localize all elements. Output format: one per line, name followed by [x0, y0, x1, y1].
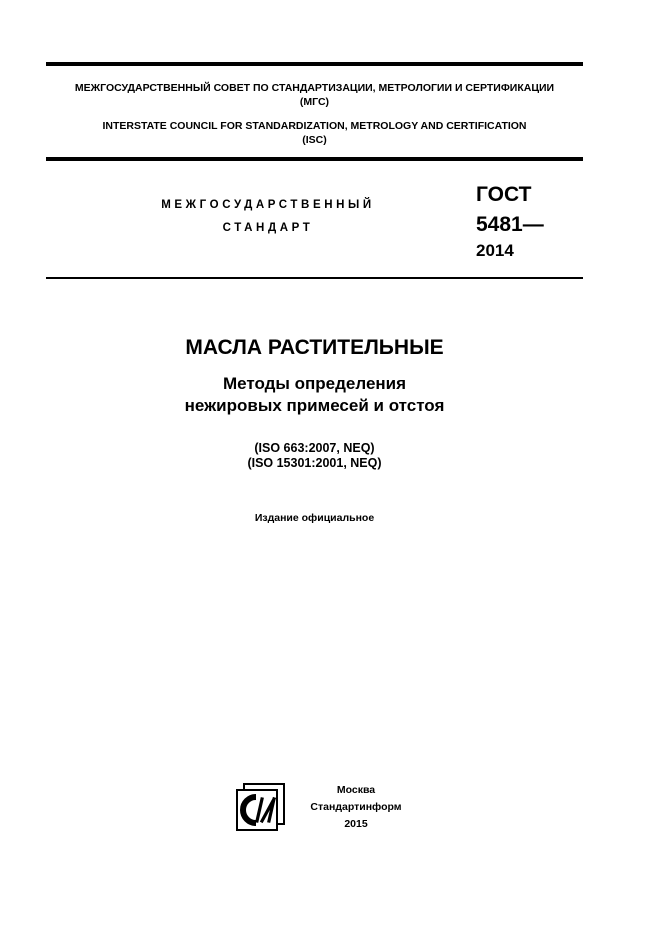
publisher-city: Москва	[336, 784, 376, 796]
council-abbr-en: (ISC)	[302, 134, 327, 146]
publisher-name: Стандартинформ	[310, 801, 402, 813]
document-subtitle-line2: нежировых примесей и отстоя	[184, 396, 445, 415]
council-abbr-ru: (МГС)	[299, 96, 330, 108]
standartinform-logo-icon	[235, 783, 287, 831]
standard-type-label-line2: СТАНДАРТ	[222, 222, 314, 234]
bottom-divider	[46, 277, 583, 279]
document-subtitle-line1: Методы определения	[222, 374, 407, 393]
council-name-en-text: INTERSTATE COUNCIL FOR STANDARDIZATION, METROLOGY AND CERTIFICATION	[102, 120, 527, 132]
iso-reference-2: (ISO 15301:2001, NEQ)	[247, 456, 382, 470]
standard-type-label-line1: МЕЖГОСУДАРСТВЕННЫЙ	[161, 199, 375, 211]
top-divider	[46, 62, 583, 66]
gost-number: 5481—	[476, 213, 544, 236]
edition-note: Издание официальное	[254, 512, 375, 524]
gost-designation	[476, 180, 544, 266]
publisher-year: 2015	[344, 818, 368, 830]
gost-year: 2014	[476, 241, 514, 260]
iso-reference-1: (ISO 663:2007, NEQ)	[254, 441, 375, 455]
iso-references	[46, 441, 583, 471]
council-name-en	[46, 119, 583, 147]
document-subtitle	[46, 373, 583, 417]
council-name-ru	[46, 81, 583, 109]
gost-prefix: ГОСТ	[476, 183, 532, 206]
council-name-ru-text: МЕЖГОСУДАРСТВЕННЫЙ СОВЕТ ПО СТАНДАРТИЗАЦИИ, МЕТРОЛОГИИ И СЕРТИФИКАЦИИ	[74, 82, 555, 94]
document-title: МАСЛА РАСТИТЕЛЬНЫЕ	[185, 336, 444, 359]
middle-divider	[46, 157, 583, 161]
publisher-info	[296, 782, 416, 833]
